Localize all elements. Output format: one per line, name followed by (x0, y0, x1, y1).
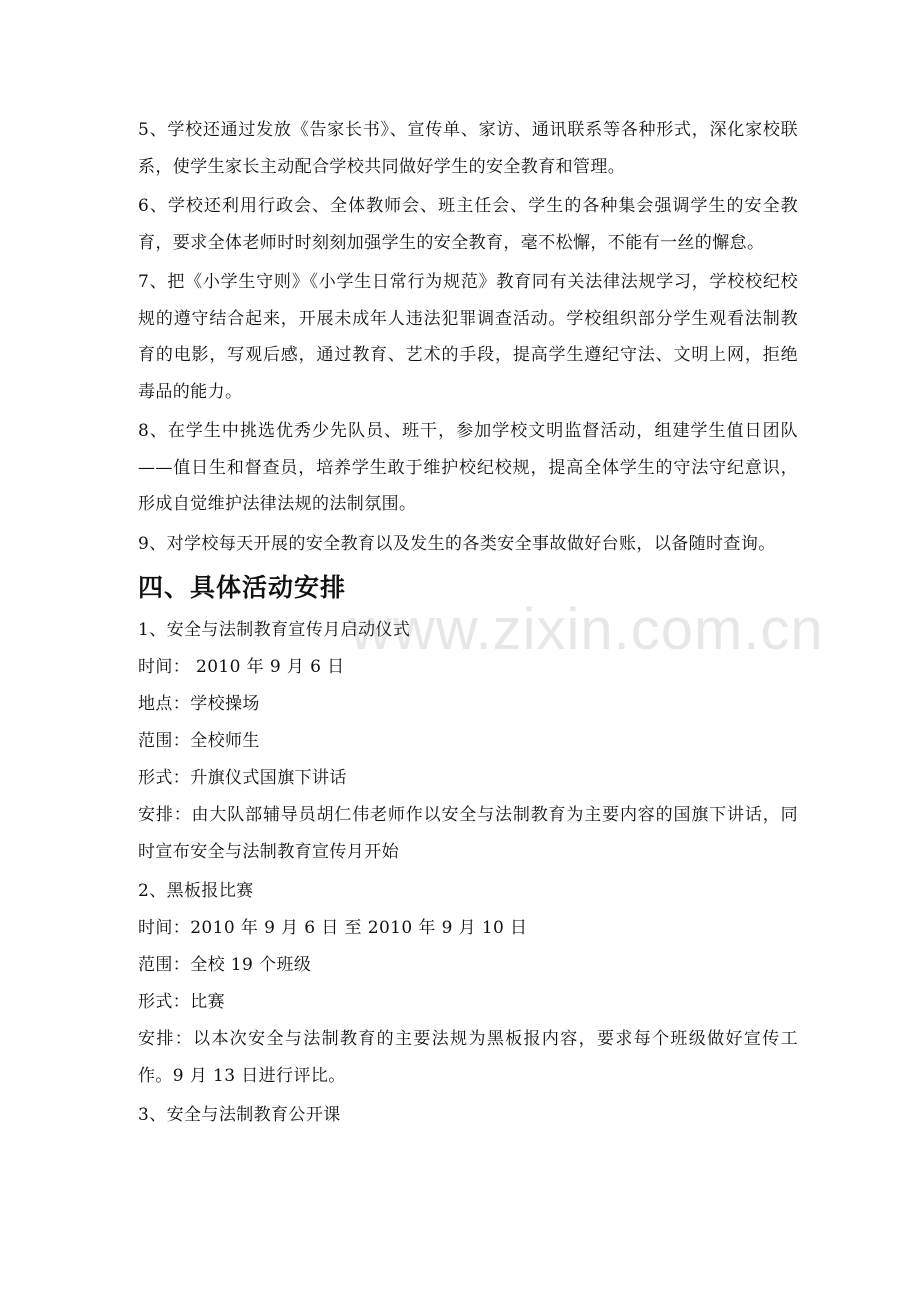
paragraph-9: 9、对学校每天开展的安全教育以及发生的各类安全事故做好台账，以备随时查询。 (138, 533, 776, 554)
activity-2-arrangement: 安排：以本次安全与法制教育的主要法规为黑板报内容，要求每个班级做好宣传工作。9 月 13 日进行评比。 (138, 1029, 798, 1086)
activity-1-place: 地点：学校操场 (138, 694, 260, 714)
paragraph-5: 5、学校还通过发放《告家长书》、宣传单、家访、通讯联系等各种形式，深化家校联系，使学生家长主动配合学校共同做好学生的安全教育和管理。 (138, 120, 798, 177)
activity-2-title: 2、黑板报比赛 (138, 881, 254, 901)
activity-1-scope: 范围：全校师生 (138, 731, 260, 751)
activity-2-time: 时间：2010 年 9 月 6 日 至 2010 年 9 月 10 日 (138, 918, 528, 938)
activity-1-time: 时间： 2010 年 9 月 6 日 (138, 657, 345, 677)
paragraph-8: 8、在学生中挑选优秀少先队员、班干，参加学校文明监督活动，组建学生值日团队——值日生和督查员，培养学生敢于维护校纪校规，提高全体学生的守法守纪意识，形成自觉维护法律法规的法制氛围。 (138, 421, 798, 514)
activity-1-arrangement: 安排：由大队部辅导员胡仁伟老师作以安全与法制教育为主要内容的国旗下讲话，同时宣布安全与法制教育宣传月开始 (138, 805, 798, 862)
section-heading: 四、具体活动安排 (138, 573, 347, 602)
paragraph-7: 7、把《小学生守则》《小学生日常行为规范》教育同有关法律法规学习，学校校纪校规的遵守结合起来，开展未成年人违法犯罪调查活动。学校组织部分学生观看法制教育的电影，写观后感，通过教育、艺术的手段，提高学生遵纪守法、文明上网，拒绝毒品的能力。 (138, 272, 798, 402)
watermark: www.zixin.com.cn (350, 597, 824, 662)
document-body (138, 112, 798, 1134)
paragraph-6: 6、学校还利用行政会、全体教师会、班主任会、学生的各种集会强调学生的安全教育，要求全体老师时时刻刻加强学生的安全教育，毫不松懈，不能有一丝的懈怠。 (138, 196, 798, 253)
activity-1-form: 形式：升旗仪式国旗下讲话 (138, 768, 347, 788)
activity-2-scope: 范围：全校 19 个班级 (138, 955, 312, 975)
activity-3-title: 3、安全与法制教育公开课 (138, 1105, 341, 1125)
activity-1-title: 1、安全与法制教育宣传月启动仪式 (138, 620, 411, 640)
activity-2-form: 形式：比赛 (138, 992, 225, 1012)
